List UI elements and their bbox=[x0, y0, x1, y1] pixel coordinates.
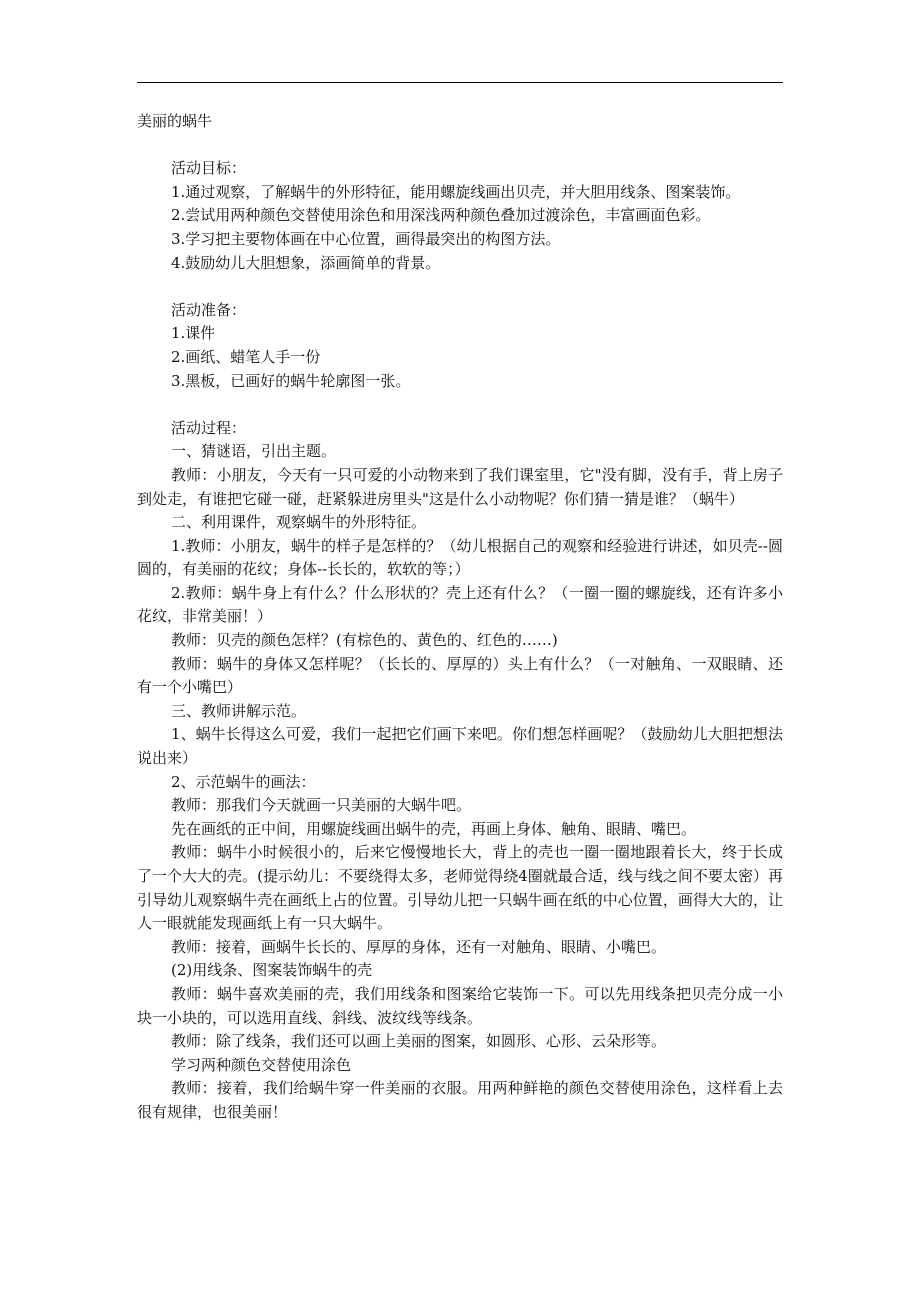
process-paragraph: 教师：小朋友，今天有一只可爱的小动物来到了我们课室里，它"没有脚，没有手，背上房子到处走，有谁把它碰一碰，赶紧躲进房里头"这是什么小动物呢？你们猜一猜是谁？（蜗牛） bbox=[137, 465, 783, 508]
spacer bbox=[137, 275, 783, 299]
document-body bbox=[137, 110, 783, 1125]
process-paragraph: (2)用线条、图案装饰蜗牛的壳 bbox=[171, 961, 373, 980]
prep-heading: 活动准备： bbox=[171, 300, 247, 319]
prep-item: 2.画纸、蜡笔人手一份 bbox=[171, 347, 321, 366]
process-paragraph: 教师：接着，画蜗牛长长的、厚厚的身体，还有一对触角、眼睛、小嘴巴。 bbox=[171, 937, 667, 956]
process-paragraph: 2.教师：蜗牛身上有什么？什么形状的？壳上还有什么？（一圈一圈的螺旋线，还有许多小花纹，非常美丽！） bbox=[137, 583, 783, 626]
header-rule bbox=[137, 82, 783, 83]
process-paragraph: 教师：贝壳的颜色怎样？(有棕色的、黄色的、红色的……) bbox=[171, 631, 558, 650]
process-paragraph: 一、猜谜语，引出主题。 bbox=[171, 442, 337, 461]
document-title: 美丽的蜗牛 bbox=[137, 112, 213, 130]
goals-heading: 活动目标： bbox=[171, 159, 247, 178]
process-paragraph: 教师：蜗牛喜欢美丽的壳，我们用线条和图案给它装饰一下。可以先用线条把贝壳分成一小块一小块的，可以选用直线、斜线、波纹线等线条。 bbox=[137, 984, 783, 1027]
prep-item: 1.课件 bbox=[171, 324, 216, 343]
goal-item: 2.尝试用两种颜色交替使用涂色和用深浅两种颜色叠加过渡涂色，丰富画面色彩。 bbox=[171, 206, 711, 225]
spacer bbox=[137, 393, 783, 417]
process-paragraph: 教师：除了线条，我们还可以画上美丽的图案，如圆形、心形、云朵形等。 bbox=[171, 1032, 667, 1051]
process-heading: 活动过程： bbox=[171, 418, 247, 437]
process-paragraph: 1、蜗牛长得这么可爱，我们一起把它们画下来吧。你们想怎样画呢？（鼓励幼儿大胆把想法说出来） bbox=[137, 725, 783, 768]
process-paragraph: 教师：接着，我们给蜗牛穿一件美丽的衣服。用两种鲜艳的颜色交替使用涂色，这样看上去很有规律，也很美丽！ bbox=[137, 1079, 783, 1121]
process-paragraph: 三、教师讲解示范。 bbox=[171, 701, 307, 720]
process-paragraph: 二、利用课件，观察蜗牛的外形特征。 bbox=[171, 513, 427, 532]
process-paragraph: 先在画纸的正中间，用螺旋线画出蜗牛的壳，再画上身体、触角、眼睛、嘴巴。 bbox=[171, 819, 697, 838]
process-paragraph: 教师：蜗牛的身体又怎样呢？（长长的、厚厚的）头上有什么？（一对触角、一双眼睛、还有一个小嘴巴） bbox=[137, 654, 783, 697]
process-paragraph: 教师：那我们今天就画一只美丽的大蜗牛吧。 bbox=[171, 796, 472, 815]
goal-item: 3.学习把主要物体画在中心位置，画得最突出的构图方法。 bbox=[171, 229, 561, 248]
process-paragraph: 学习两种颜色交替使用涂色 bbox=[171, 1055, 352, 1074]
process-paragraph: 1.教师：小朋友，蜗牛的样子是怎样的？（幼儿根据自己的观察和经验进行讲述，如贝壳--圆圆的，有美丽的花纹；身体--长长的，软软的等；） bbox=[137, 536, 783, 579]
goal-item: 1.通过观察，了解蜗牛的外形特征，能用螺旋线画出贝壳，并大胆用线条、图案装饰。 bbox=[171, 182, 741, 201]
process-paragraph: 2、示范蜗牛的画法： bbox=[171, 772, 316, 791]
process-paragraph: 教师：蜗牛小时候很小的，后来它慢慢地长大，背上的壳也一圈一圈地跟着长大，终于长成了一个大大的壳。(提示幼儿：不要绕得太多，老师觉得绕4圈就最合适，线与线之间不要太密）再引导幼儿观察蜗牛壳在画纸上占的位置。引导幼儿把一只蜗牛画在纸的中心位置，画得大大的，让人一眼就能发现画纸上有一只大蜗牛。 bbox=[137, 843, 783, 933]
prep-item: 3.黑板，已画好的蜗牛轮廓图一张。 bbox=[171, 371, 411, 390]
goal-item: 4.鼓励幼儿大胆想象，添画简单的背景。 bbox=[171, 253, 441, 272]
